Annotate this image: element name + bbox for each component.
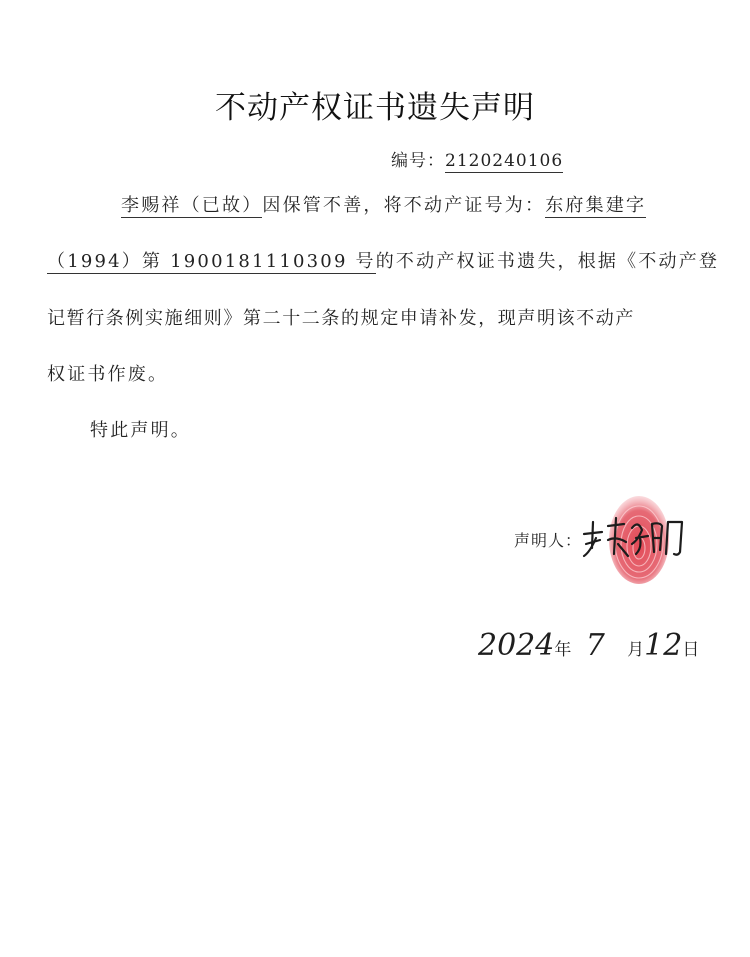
- certificate-number-part2: （1994）第 1900181110309 号: [47, 251, 376, 272]
- date-month-unit: 月: [627, 640, 645, 660]
- body-line-1: [121, 191, 646, 217]
- body-text: 因保管不善，将不动产证号为：: [262, 195, 546, 216]
- date-year-unit: 年: [554, 640, 572, 660]
- body-line-2: [47, 247, 719, 273]
- page-title: 不动产权证书遗失声明: [215, 90, 535, 126]
- date-month: 7: [585, 628, 605, 663]
- certificate-number-part1: 东府集建字: [545, 195, 647, 216]
- document-number-label: 编号：: [391, 151, 445, 171]
- handwritten-signature: [578, 508, 688, 568]
- document-number-value: 2120240106: [445, 151, 564, 171]
- closing-statement: 特此声明。: [90, 420, 191, 441]
- date-year: 2024: [478, 628, 555, 663]
- body-text: 的不动产权证书遗失，根据《不动产登: [375, 251, 720, 272]
- declarant-label: 声明人：: [514, 531, 583, 550]
- owner-name: 李赐祥（已故）: [121, 195, 263, 216]
- document-number: [391, 146, 563, 171]
- date-day-unit: 日: [682, 640, 700, 660]
- date-day: 12: [644, 628, 683, 663]
- signing-date: [478, 628, 699, 663]
- body-line-4: 权证书作废。: [47, 364, 169, 385]
- body-line-3: 记暂行条例实施细则》第二十二条的规定申请补发，现声明该不动产: [47, 308, 635, 329]
